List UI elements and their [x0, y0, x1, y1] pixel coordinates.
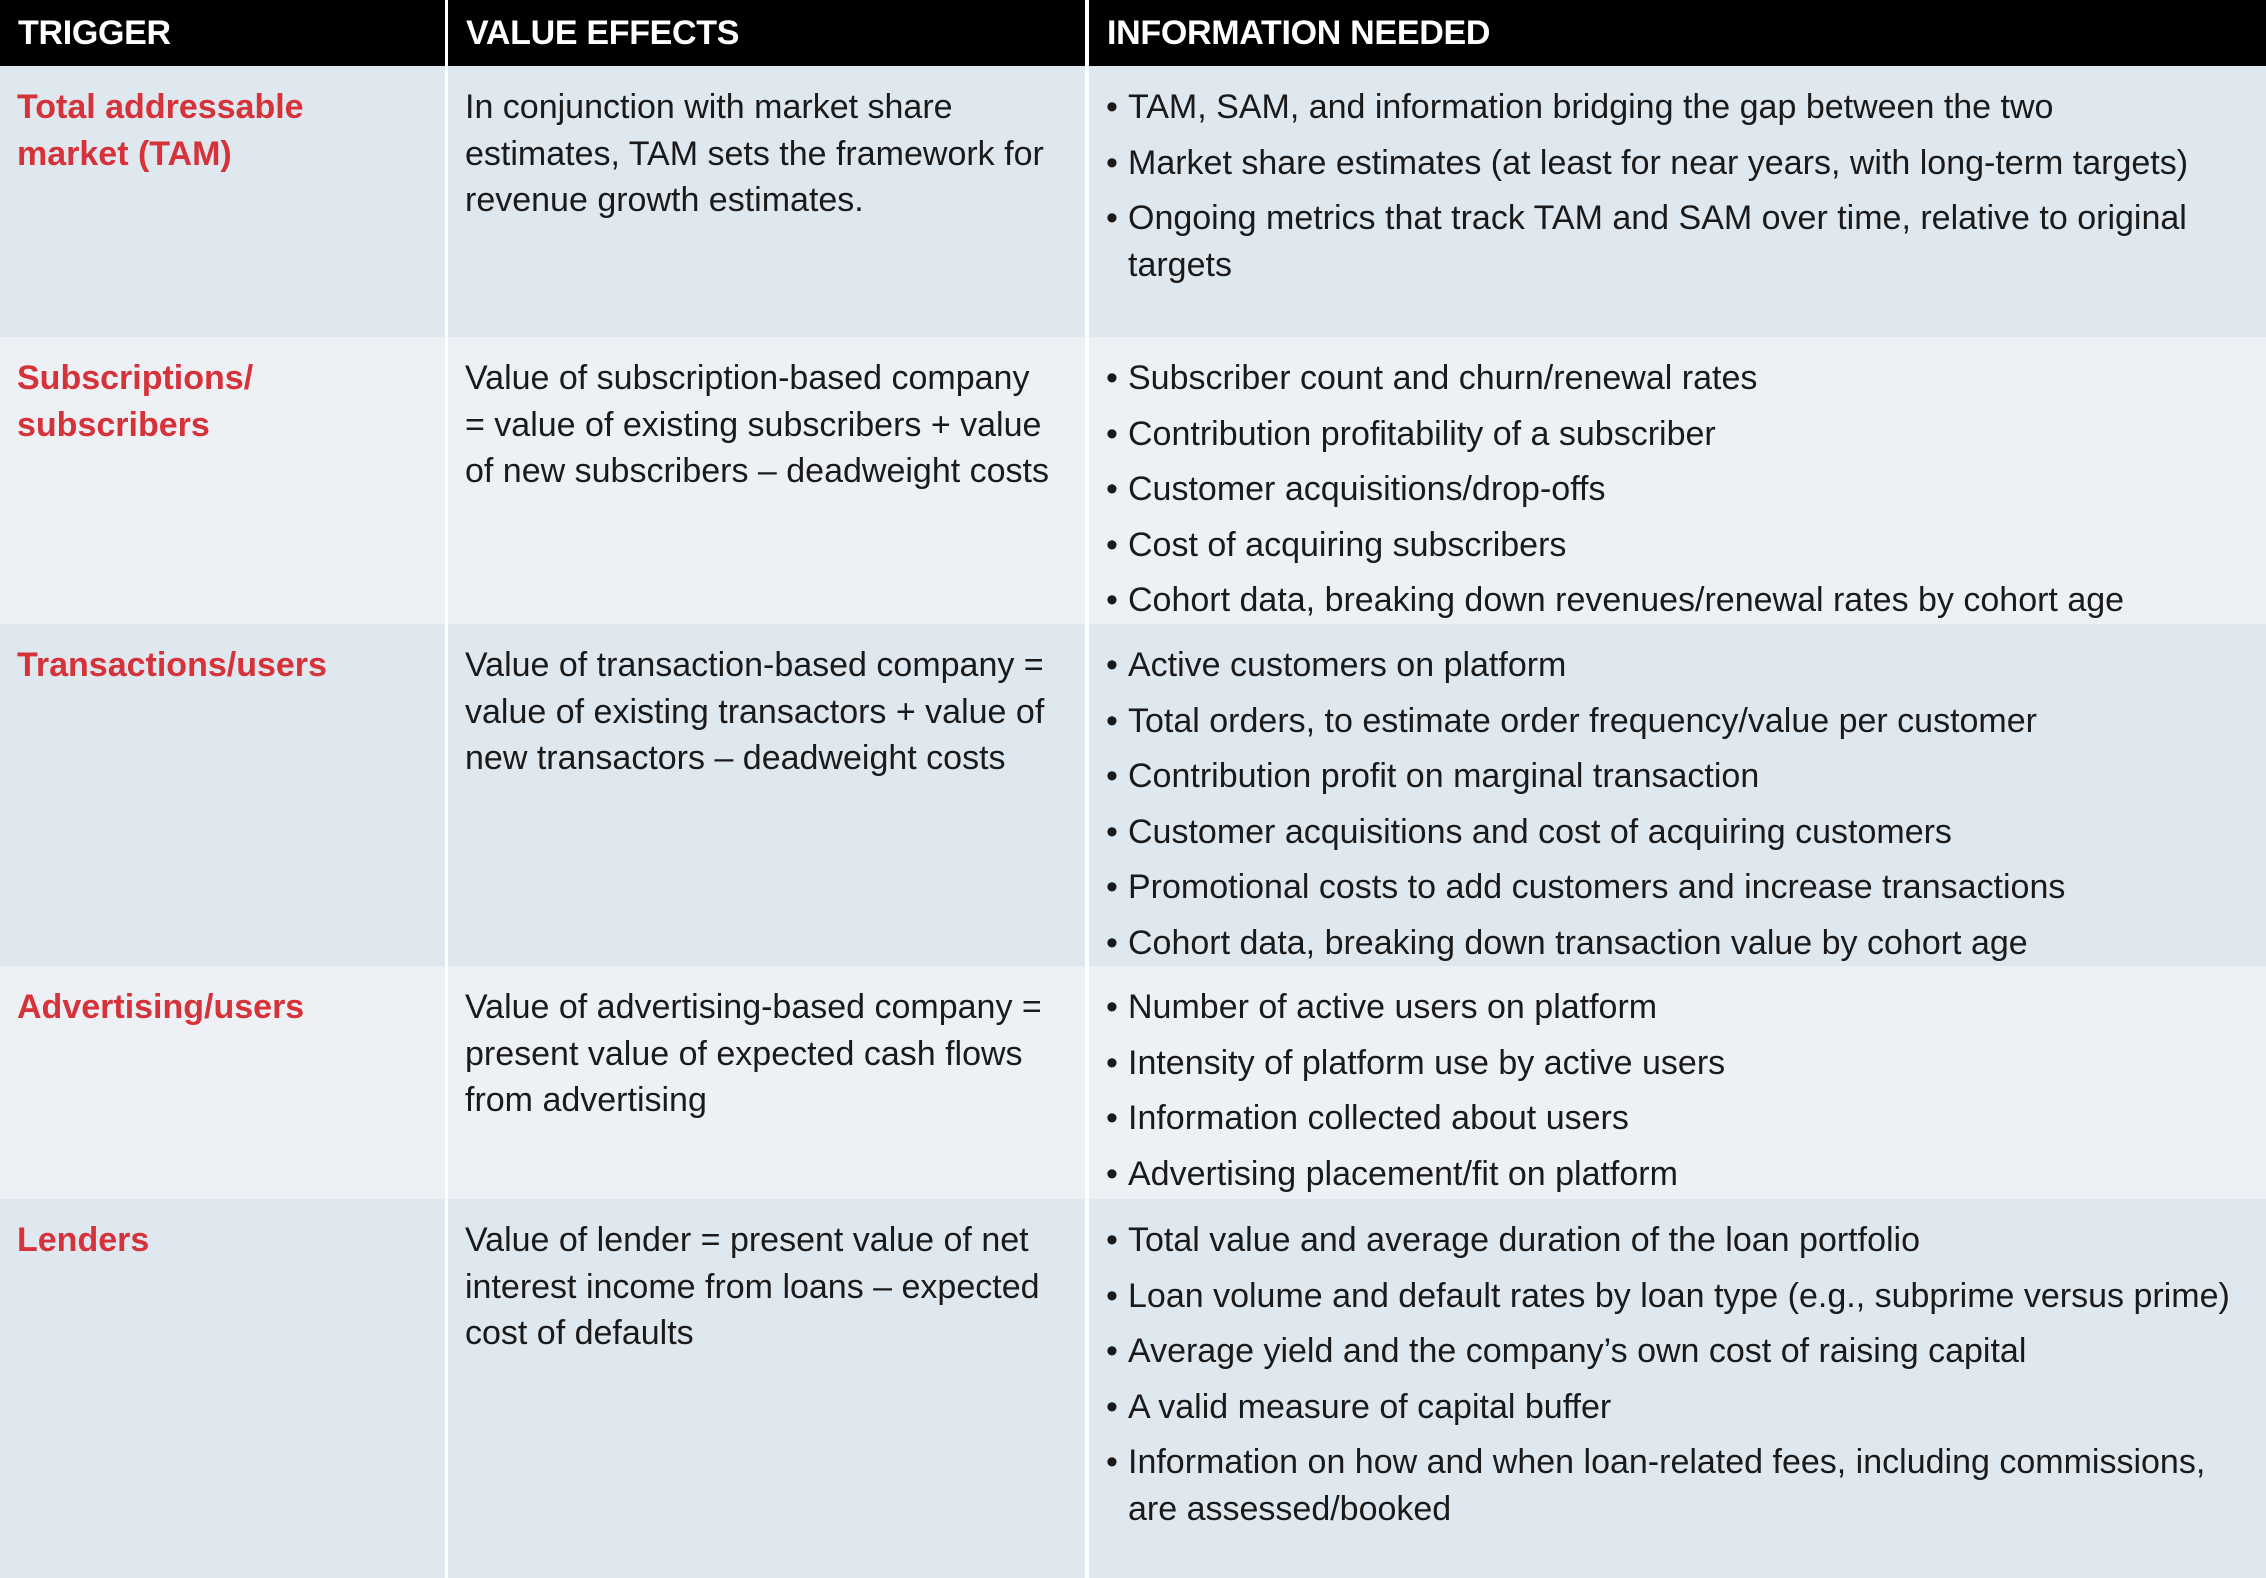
- info-list: [1106, 984, 2242, 1197]
- info-item: • Total orders, to estimate order frequency/value per customer: [1106, 698, 2242, 745]
- info-item: • Active customers on platform: [1106, 642, 2242, 689]
- info-item: • Contribution profitability of a subscriber: [1106, 411, 2242, 458]
- header-information-needed: INFORMATION NEEDED: [1089, 0, 2266, 66]
- value-effect-cell: In conjunction with market share estimates, TAM sets the framework for revenue growth estimates.: [448, 66, 1085, 337]
- info-item: • Contribution profit on marginal transaction: [1106, 753, 2242, 800]
- info-item: • Information collected about users: [1106, 1095, 2242, 1142]
- info-item: • Customer acquisitions and cost of acquiring customers: [1106, 809, 2242, 856]
- info-item: • Ongoing metrics that track TAM and SAM over time, relative to original targets: [1106, 195, 2242, 288]
- header-trigger: TRIGGER: [0, 0, 445, 66]
- info-list: [1106, 355, 2242, 624]
- info-list: [1106, 1217, 2242, 1532]
- info-item: • TAM, SAM, and information bridging the gap between the two: [1106, 84, 2242, 131]
- info-item: • Loan volume and default rates by loan type (e.g., subprime versus prime): [1106, 1273, 2242, 1320]
- info-item: • Market share estimates (at least for near years, with long-term targets): [1106, 140, 2242, 187]
- info-cell: [1089, 966, 2266, 1199]
- info-item: • Customer acquisitions/drop-offs: [1106, 466, 2242, 513]
- info-item: • Cohort data, breaking down transaction value by cohort age: [1106, 920, 2242, 967]
- header-value-effects: VALUE EFFECTS: [448, 0, 1085, 66]
- info-item: • Number of active users on platform: [1106, 984, 2242, 1031]
- info-item: • Average yield and the company’s own cost of raising capital: [1106, 1328, 2242, 1375]
- info-cell: [1089, 337, 2266, 624]
- trigger-cell: Advertising/users: [0, 966, 445, 1199]
- trigger-cell: Transactions/users: [0, 624, 445, 966]
- info-item: • A valid measure of capital buffer: [1106, 1384, 2242, 1431]
- info-item: • Total value and average duration of the loan portfolio: [1106, 1217, 2242, 1264]
- info-list: [1106, 642, 2242, 966]
- info-item: • Promotional costs to add customers and increase transactions: [1106, 864, 2242, 911]
- info-item: • Subscriber count and churn/renewal rates: [1106, 355, 2242, 402]
- info-item: • Intensity of platform use by active users: [1106, 1040, 2242, 1087]
- info-list: [1106, 84, 2242, 288]
- trigger-cell: Total addressable market (TAM): [0, 66, 445, 337]
- value-effect-cell: Value of transaction-based company = value of existing transactors + value of new transactors – deadweight costs: [448, 624, 1085, 966]
- info-item: • Advertising placement/fit on platform: [1106, 1151, 2242, 1198]
- info-item: • Cohort data, breaking down revenues/renewal rates by cohort age: [1106, 577, 2242, 624]
- value-effect-cell: Value of lender = present value of net interest income from loans – expected cost of defaults: [448, 1199, 1085, 1578]
- info-cell: [1089, 1199, 2266, 1578]
- value-effect-cell: Value of advertising-based company = present value of expected cash flows from advertising: [448, 966, 1085, 1199]
- trigger-cell: Subscriptions/ subscribers: [0, 337, 445, 624]
- info-cell: [1089, 66, 2266, 337]
- value-effect-cell: Value of subscription-based company = value of existing subscribers + value of new subscribers – deadweight costs: [448, 337, 1085, 624]
- info-cell: [1089, 624, 2266, 966]
- trigger-cell: Lenders: [0, 1199, 445, 1578]
- info-item: • Information on how and when loan-related fees, including commissions, are assessed/booked: [1106, 1439, 2242, 1532]
- info-item: • Cost of acquiring subscribers: [1106, 522, 2242, 569]
